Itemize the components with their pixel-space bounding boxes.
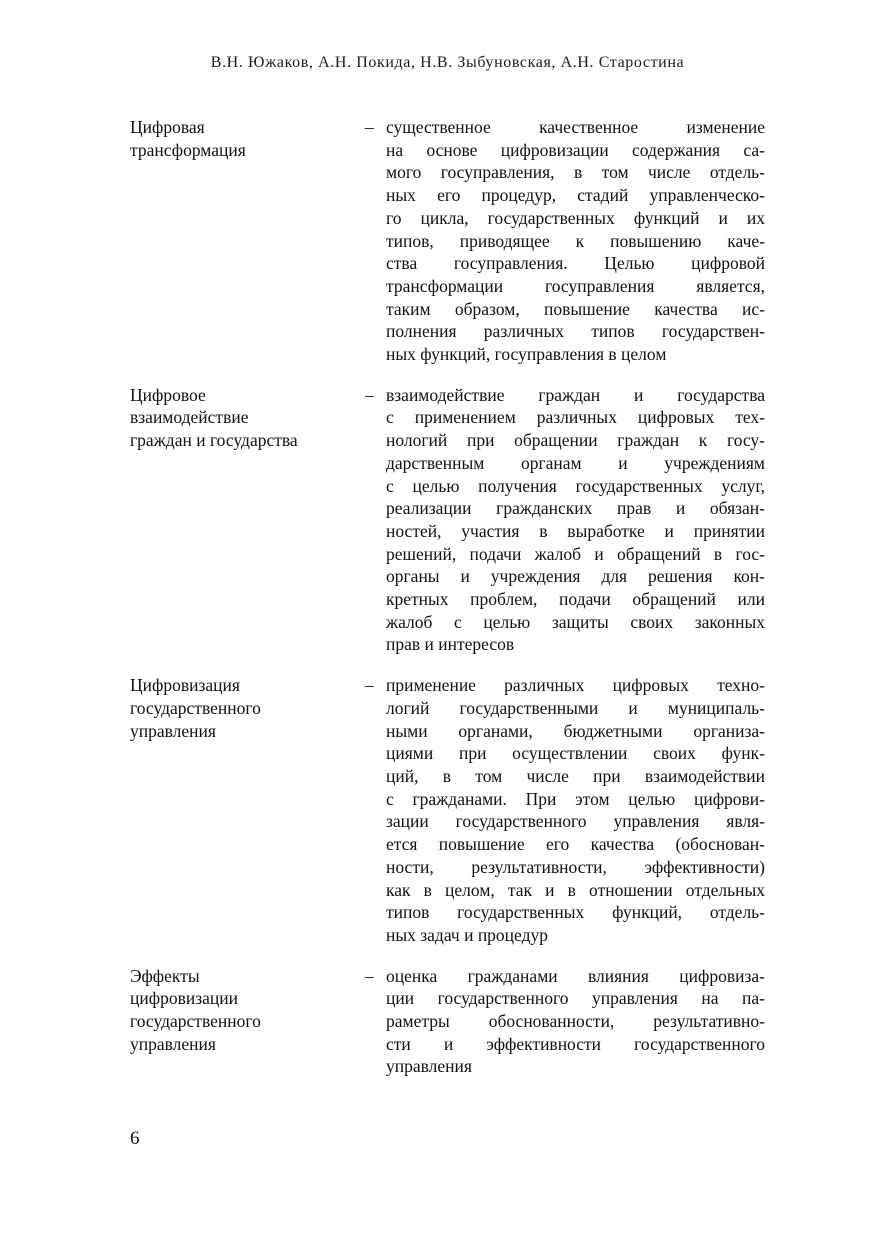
definition bbox=[365, 965, 765, 1079]
text-line: прав и интересов bbox=[386, 634, 515, 655]
text-line: с целью получения государственных услуг, bbox=[386, 475, 765, 496]
text-line: на основе цифровизации содержания са- bbox=[386, 139, 765, 160]
text-line: полнения различных типов государствен- bbox=[386, 321, 765, 342]
text-line: существенное качественное изменение bbox=[386, 117, 765, 137]
text-line: ций, в том числе при взаимодействии bbox=[386, 765, 765, 786]
term bbox=[130, 384, 365, 452]
text-line: зации государственного управления явля- bbox=[386, 811, 765, 832]
text-line: применение различных цифровых техно- bbox=[386, 675, 765, 696]
text-line: жалоб с целью защиты своих законных bbox=[386, 611, 765, 632]
text-line: Цифровизация bbox=[130, 675, 240, 696]
text-line: ностей, участия в выработке и принятии bbox=[386, 520, 765, 541]
term bbox=[130, 965, 365, 1056]
definition-text bbox=[386, 965, 765, 1079]
text-line: взаимодействие bbox=[130, 407, 249, 428]
glossary-entry bbox=[130, 384, 765, 656]
text-line: оценка гражданами влияния цифровиза- bbox=[386, 965, 765, 986]
text-line: Цифровая bbox=[130, 117, 205, 137]
text-line: ности, результативности, эффективности) bbox=[386, 856, 765, 877]
definition bbox=[365, 384, 765, 656]
text-line: ных его процедур, стадий управленческо- bbox=[386, 185, 765, 206]
term bbox=[130, 674, 365, 742]
text-line: Цифровое bbox=[130, 384, 206, 405]
dash: – bbox=[365, 965, 374, 986]
dash: – bbox=[365, 117, 374, 137]
page-number: 6 bbox=[130, 1128, 140, 1149]
text-line: государственного bbox=[130, 1011, 261, 1032]
text-line: дарственным органам и учреждениям bbox=[386, 452, 765, 473]
glossary-entry bbox=[130, 674, 765, 946]
text-line: управления bbox=[386, 1056, 472, 1077]
text-line: трансформации госуправления является, bbox=[386, 275, 765, 296]
definition-text bbox=[386, 116, 765, 366]
definition-text bbox=[386, 674, 765, 946]
authors-header: В.Н. Южаков, А.Н. Покида, Н.В. Зыбуновская, А.Н. Старостина bbox=[210, 54, 685, 71]
text-line: цифровизации bbox=[130, 988, 238, 1009]
text-line: нологий при обращении граждан к госу- bbox=[386, 430, 765, 451]
text-line: сти и эффективности государственного bbox=[386, 1033, 765, 1054]
text-line: Эффекты bbox=[130, 965, 200, 986]
text-line: раметры обоснованности, результативно- bbox=[386, 1011, 765, 1032]
text-line: ется повышение его качества (обоснован- bbox=[386, 834, 765, 855]
text-line: управления bbox=[130, 1033, 216, 1054]
text-line: го цикла, государственных функций и их bbox=[386, 207, 765, 228]
text-line: ных задач и процедур bbox=[386, 924, 548, 945]
text-line: мого госуправления, в том числе отдель- bbox=[386, 162, 765, 183]
text-line: органы и учреждения для решения кон- bbox=[386, 566, 765, 587]
text-line: ных функций, госуправления в целом bbox=[386, 344, 667, 365]
text-line: логий государственными и муниципаль- bbox=[386, 697, 765, 718]
text-line: взаимодействие граждан и государства bbox=[386, 384, 765, 405]
definition bbox=[365, 674, 765, 946]
definition bbox=[365, 116, 765, 366]
text-line: ными органами, бюджетными организа- bbox=[386, 720, 765, 741]
text-line: граждан и государства bbox=[130, 430, 298, 451]
term bbox=[130, 116, 365, 161]
dash: – bbox=[365, 384, 374, 405]
text-line: таким образом, повышение качества ис- bbox=[386, 298, 765, 319]
text-line: ства госуправления. Целью цифровой bbox=[386, 253, 765, 274]
text-line: реализации гражданских прав и обязан- bbox=[386, 498, 765, 519]
dash: – bbox=[365, 675, 374, 696]
text-line: как в целом, так и в отношении отдельных bbox=[386, 879, 765, 900]
text-line: решений, подачи жалоб и обращений в гос- bbox=[386, 543, 765, 564]
text-line: циями при осуществлении своих функ- bbox=[386, 743, 765, 764]
glossary-entry bbox=[130, 116, 765, 366]
text-line: типов, приводящее к повышению каче- bbox=[386, 230, 765, 251]
text-line: с применением различных цифровых тех- bbox=[386, 407, 765, 428]
glossary-entry bbox=[130, 965, 765, 1079]
text-line: типов государственных функций, отдель- bbox=[386, 902, 765, 923]
text-line: кретных проблем, подачи обращений или bbox=[386, 589, 765, 610]
text-line: управления bbox=[130, 720, 216, 741]
text-line: государственного bbox=[130, 697, 261, 718]
text-line: ции государственного управления на па- bbox=[386, 988, 765, 1009]
text-line: трансформация bbox=[130, 139, 246, 160]
definition-text bbox=[386, 384, 765, 656]
text-line: с гражданами. При этом целью цифрови- bbox=[386, 788, 765, 809]
